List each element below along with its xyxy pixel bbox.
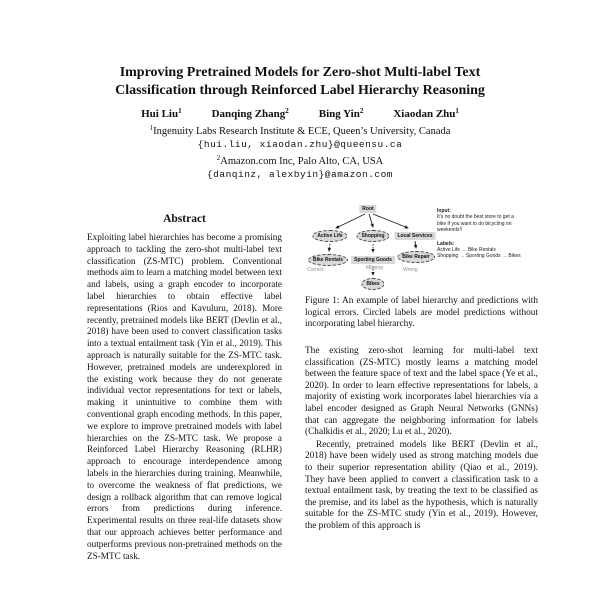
affiliation-1: $^1$Ingenuity Labs Research Institute & ECE, Queen’s University, Canada [149,124,451,137]
figure-1-diagram [303,202,540,296]
label-path-2: Shopping → Sporting Goods → Bikes [437,253,521,260]
input-text: It’s no doubt the best store to get a bike if you want to do bicycling on weekends!! [437,214,514,234]
node-bikes: Bikes [361,278,384,290]
annotation-correct: Correct [307,267,324,273]
author-2 [212,107,289,120]
body-paragraph-2: Recently, pretrained models like BERT (Devlin et al., 2018) have been widely used as strong matching models due to their superior representation ability (Qiao et al., 2019). They have been applied to convert a classification task to a textual entailment task, by treating the text to be classified as the premise, and its label as the hypothesis, which is naturally suitable for the ZS-MTC study (Yin et al., 2019). However, the problem of this approach is [305,439,538,531]
abstract-heading: Abstract [163,213,206,225]
annotation-missing: Missing [366,265,383,271]
body-paragraph-1: The existing zero-shot learning for multi-label text classification (ZS-MTC) mostly learns a matching model between the feature space of text and the label space (Ye et al., 2020). In order to learn effective representations for labels, a majority of existing work incorporates label hierarchies via a label encoder designed as Graph Neural Networks (GNNs) that can aggregate the neighboring information for labels (Chalkidis et al., 2020; Lu et al., 2020). [305,346,538,438]
author-affil-mark: 2 [285,107,289,115]
affiliation-2: $^2$Amazon.com Inc, Palo Alto, CA, USA [216,153,384,167]
right-column [305,346,538,533]
email-line-2: {danqinz, alexbyin}@amazon.com [206,168,394,180]
annotation-wrong: Wrong [403,267,418,273]
node-local-services: Local Services [394,232,435,240]
figure-1-caption: Figure 1: An example of label hierarchy and predictions with logical errors. Circled labels are model predictions without incorporating label hierarchy. [305,296,538,329]
author-affil-mark: 1 [178,107,182,115]
author-row [0,107,600,120]
node-shopping: Shopping [356,230,389,242]
abstract-text: Exploiting label hierarchies has become a promising approach to tackling the zero-shot multi-label text classification (ZS-MTC) problem. Conventional methods aim to learn a matching model between text and labels, using a graph encoder to incorporate label hierarchies to obtain effective label representations (Rios and Kavuluru, 2018). More recently, pretrained models like BERT (Devlin et al., 2018) have been used to convert classification tasks into a textual entailment task (Yin et al., 2019). This approach is naturally suitable for the ZS-MTC task. However, pretrained models are underexplored in the existing work because they do not generate individual vector representations for text or labels, making it unintuitive to combine them with conventional graph encoding methods. In this paper, we explore to improve pretrained models with label hierarchies on the ZS-MTC task. We propose a Reinforced Label Hierarchy Reasoning (RLHR) approach to encourage interdependence among labels in the hierarchies during training. Meanwhile, to overcome the weakness of flat predictions, we design a rollback algorithm that can remove logical errors from predictions during inference. Experimental results on three real-life datasets show that our approach achieves better performance and outperforms previous non-pretrained methods on the ZS-MTC task. [87,232,282,561]
author-3 [319,107,364,120]
figure-side-panel [437,208,539,260]
page-title: Improving Pretrained Models for Zero-shot Multi-label Text Classification through Reinforced Label Hierarchy Reasoning [115,65,485,98]
label-path-1: Active Life → Bike Rentals [437,247,496,254]
email-line-1: {hui.liu, xiaodan.zhu}@queensu.ca [197,139,403,150]
author-1 [141,107,182,120]
author-name: Hui Liu [141,108,179,120]
node-bike-rentals: Bike Rentals [308,254,348,266]
node-sporting-goods: Sporting Goods [351,256,395,264]
node-bike-repair: Bike Repair [397,251,435,263]
input-label: Input: [437,208,451,214]
node-active-life: Active Life [312,230,347,242]
node-root: Root [359,205,376,213]
author-name: Danqing Zhang [211,108,286,120]
author-name: Xiaodan Zhu [393,108,456,120]
author-name: Bing Yin [318,108,360,120]
labels-label: Labels: [437,240,455,247]
author-affil-mark: 2 [359,107,364,115]
author-4 [393,107,459,120]
author-affil-mark: 1 [455,107,459,115]
affiliation-block [0,122,600,181]
